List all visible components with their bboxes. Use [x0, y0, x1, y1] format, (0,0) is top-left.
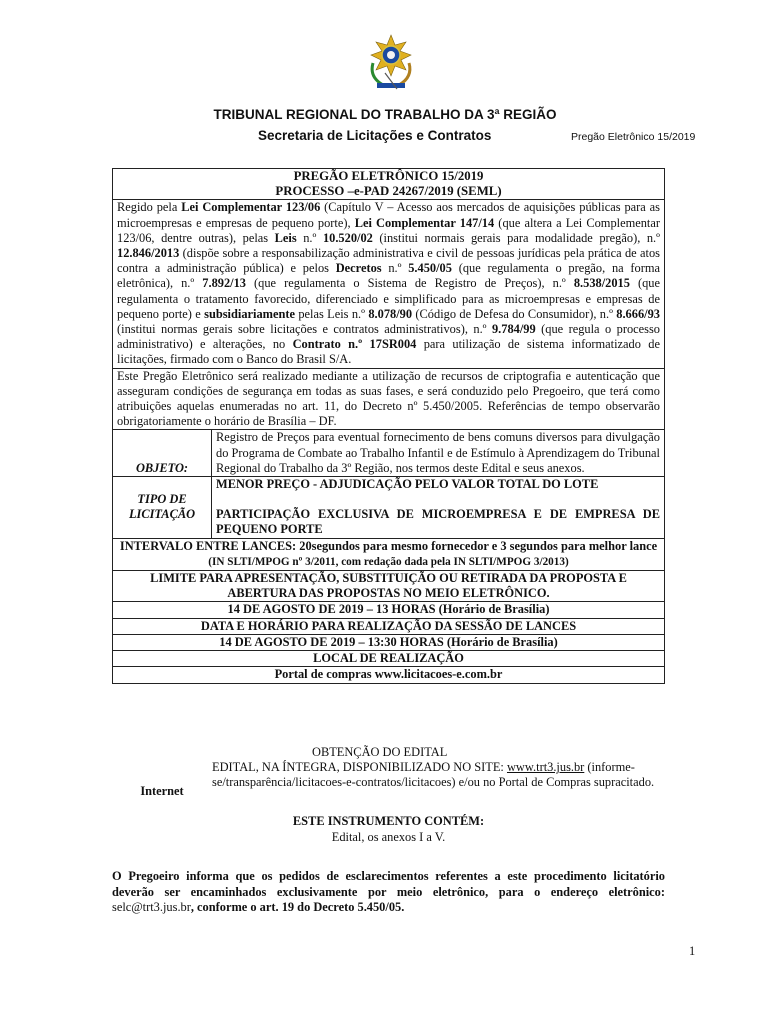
legal-ref: Decretos	[335, 261, 382, 276]
local-portal: Portal de compras www.licitacoes-e.com.br	[113, 667, 665, 683]
tipo-label	[113, 477, 212, 539]
legal-text: n.º	[296, 230, 323, 245]
intervalo-text: INTERVALO ENTRE LANCES: 20segundos para mesmo fornecedor e 3 segundos para melhor lance	[119, 538, 658, 553]
tipo-menor-preco: MENOR PREÇO - ADJUDICAÇÃO PELO VALOR TOTAL DO LOTE	[216, 477, 599, 492]
legal-text: (institui normais gerais para modalidade pregão), n.º	[372, 230, 660, 245]
legal-text: (que regulamenta o Sistema de Registro de Preços), n.º	[246, 276, 574, 291]
legal-ref: subsidiariamente	[204, 306, 295, 321]
legal-ref: Lei Complementar 123/06	[181, 200, 321, 215]
legal-ref: 7.892/13	[202, 276, 246, 291]
notice-email[interactable]: selc@trt3.jus.br	[112, 900, 191, 915]
legal-text: (que regulamenta o pregão, na forma eletrônica), n.º	[117, 261, 660, 291]
tipo-participacao: PARTICIPAÇÃO EXCLUSIVA DE MICROEMPRESA E DE EMPRESA DE PEQUENO PORTE	[216, 507, 660, 537]
edital-summary-table	[112, 168, 665, 684]
electronic-note-cell: Este Pregão Eletrônico será realizado mediante a utilização de recursos de criptografia e autenticação que asseguram condições de segurança em todas as suas fases, e será conduzido pelo Pregoeiro, que terá como atribuições aquelas enumeradas no art. 11, do Decreto nº 5.450/2005. Referências de tempo observarão obrigatoriamente o horário de Brasília – DF.	[113, 368, 665, 430]
org-title: TRIBUNAL REGIONAL DO TRABALHO DA 3ª REGIÃO	[213, 107, 557, 122]
sessao-label: DATA E HORÁRIO PARA REALIZAÇÃO DA SESSÃO DE LANCES	[113, 618, 665, 634]
legal-ref: 5.450/05	[408, 261, 452, 276]
legal-text: (que regulamenta o tratamento favorecido, diferenciado e simplificado para as microempresas e empresas de pequeno porte) e	[117, 276, 660, 321]
legal-text: (Código de Defesa do Consumidor), n.º	[412, 306, 617, 321]
legal-ref: Contrato n.º 17SR004	[292, 337, 417, 352]
sessao-date: 14 DE AGOSTO DE 2019 – 13:30 HORAS (Horário de Brasília)	[113, 634, 665, 650]
notice-text-a: O Pregoeiro informa que os pedidos de esclarecimentos referentes a este procedimento licitatório deverão ser encaminhados exclusivamente por meio eletrônico, para o endereço eletrônico:	[112, 869, 665, 899]
legal-ref: 8.078/90	[368, 306, 413, 321]
notice-text-b: , conforme o art. 19 do Decreto 5.450/05.	[190, 900, 405, 915]
trt3-site-link[interactable]: www.trt3.jus.br	[506, 760, 585, 775]
obtencao-line1: EDITAL, NA ÍNTEGRA, DISPONIBILIZADO NO SITE:	[212, 760, 507, 775]
legal-text: (institui normas gerais sobre licitações e contratos administrativos), n.º	[117, 322, 492, 337]
obtencao-text	[212, 760, 659, 799]
legal-text: pelas Leis n.º	[295, 306, 369, 321]
legal-text: n.º	[381, 261, 409, 276]
obtencao-title: OBTENÇÃO DO EDITAL	[312, 745, 448, 759]
title-cell	[113, 169, 665, 200]
legal-text: (dispõe sobre a responsabilização administrativa e civil de pessoas jurídicas pela prática de atos contra a administração pública) e pelos	[117, 246, 660, 276]
legal-ref: 8.538/2015	[573, 276, 630, 291]
dept-title: Secretaria de Licitações e Contratos	[258, 128, 492, 143]
legal-ref: 10.520/02	[322, 230, 373, 245]
obtencao-line2: (informe-se/transparência/licitacoes-e-contratos/licitacoes) e/ou no Portal de Compras supracitado.	[212, 760, 655, 790]
legal-ref: 12.846/2013	[117, 246, 180, 261]
pregoeiro-notice	[112, 869, 665, 916]
contem-title: ESTE INSTRUMENTO CONTÉM:	[292, 814, 485, 829]
local-label: LOCAL DE REALIZAÇÃO	[113, 651, 665, 667]
limite-date: 14 DE AGOSTO DE 2019 – 13 HORAS (Horário de Brasília)	[113, 602, 665, 618]
objeto-label: OBJETO:	[113, 430, 212, 477]
tipo-label-line2: LICITAÇÃO	[128, 507, 196, 522]
page-number: 1	[689, 944, 696, 958]
legal-text: (que altera a Lei Complementar 123/06, dentre outras), pelas	[117, 215, 660, 245]
legal-basis-cell	[113, 200, 665, 368]
tipo-text	[212, 477, 665, 539]
brasil-coat-of-arms-icon	[365, 33, 417, 93]
legal-text: (Capítulo V – Acesso aos mercados de aquisições públicas para as microempresas e empresas de pequeno porte),	[117, 200, 660, 230]
legal-ref: Leis	[274, 230, 297, 245]
legal-ref: 8.666/93	[616, 306, 660, 321]
legal-ref: 9.784/99	[491, 322, 536, 337]
tipo-label-line1: TIPO DE	[137, 492, 187, 507]
legal-text: para utilização de sistema informatizado de licitações, firmado com o Banco do Brasil S/A.	[117, 337, 660, 367]
legal-ref: Lei Complementar 147/14	[354, 215, 495, 230]
legal-text: (que regula o processo administrativo) e alterações, no	[117, 322, 660, 352]
processo-title: PROCESSO –e-PAD 24267/2019 (SEML)	[275, 184, 502, 199]
intervalo-cell	[113, 538, 665, 570]
contem-text: Edital, os anexos I a V.	[331, 829, 446, 844]
header-reference: Pregão Eletrônico 15/2019	[571, 131, 696, 143]
obtencao-label: Internet	[140, 784, 184, 799]
pregao-title: PREGÃO ELETRÔNICO 15/2019	[293, 169, 484, 183]
limite-text: LIMITE PARA APRESENTAÇÃO, SUBSTITUIÇÃO OU RETIRADA DA PROPOSTA E ABERTURA DAS PROPOSTAS NO MEIO ELETRÔNICO.	[150, 571, 627, 601]
intervalo-reference: (IN SLTI/MPOG nº 3/2011, com redação dada pela IN SLTI/MPOG 3/2013)	[208, 555, 569, 568]
obtencao-section	[112, 745, 665, 845]
legal-text: Regido pela	[117, 200, 182, 215]
objeto-text: Registro de Preços para eventual fornecimento de bens comuns diversos para divulgação do Programa de Combate ao Trabalho Infantil e de Estímulo à Aprendizagem do Tribunal Regional do Trabalho da 3º Região, nos termos deste Edital e seus anexos.	[212, 430, 665, 477]
limite-cell	[113, 571, 665, 602]
